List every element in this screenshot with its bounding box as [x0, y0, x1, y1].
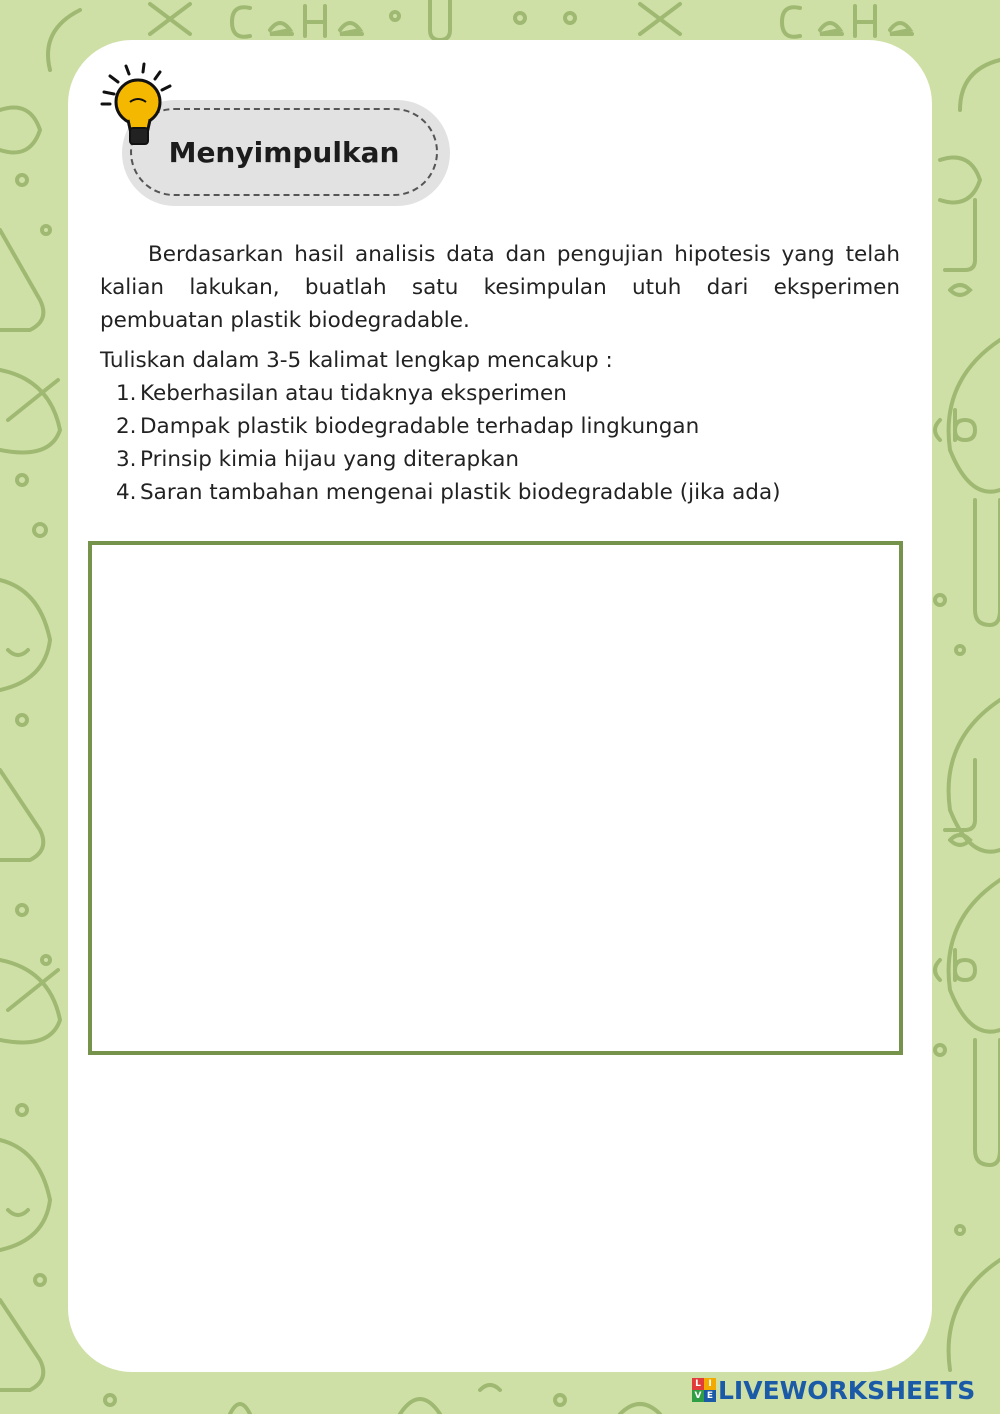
list-item-text: Prinsip kimia hijau yang diterapkan [140, 447, 520, 472]
answer-text-box[interactable] [88, 541, 903, 1055]
list-item-number: 4. [116, 480, 137, 505]
list-item [116, 443, 906, 476]
instruction-text: Tuliskan dalam 3-5 kalimat lengkap mencakup : [100, 348, 613, 373]
logo-letter: V [692, 1390, 704, 1402]
list-item-text: Dampak plastik biodegradable terhadap lingkungan [140, 414, 700, 439]
watermark-text: LIVEWORKSHEETS [718, 1375, 976, 1405]
list-item [116, 476, 906, 509]
list-item [116, 410, 906, 443]
list-item-number: 2. [116, 414, 137, 439]
logo-letter: L [692, 1378, 704, 1390]
title-dashed-frame [130, 108, 438, 196]
liveworksheets-watermark [692, 1374, 975, 1406]
logo-letter: I [704, 1378, 716, 1390]
intro-paragraph: Berdasarkan hasil analisis data dan pengujian hipotesis yang telah kalian lakukan, buatlah satu kesimpulan utuh dari eksperimen pembuatan plastik biodegradable. [100, 242, 900, 333]
list-item-text: Keberhasilan atau tidaknya eksperimen [140, 381, 567, 406]
list-item [116, 377, 906, 410]
lightbulb-icon [96, 62, 176, 152]
liveworksheets-logo-icon [692, 1378, 716, 1402]
page-title: Menyimpulkan [168, 135, 400, 169]
logo-letter: E [704, 1390, 716, 1402]
list-item-text: Saran tambahan mengenai plastik biodegradable (jika ada) [140, 480, 781, 505]
list-item-number: 1. [116, 381, 137, 406]
criteria-list [116, 377, 906, 509]
list-item-number: 3. [116, 447, 137, 472]
